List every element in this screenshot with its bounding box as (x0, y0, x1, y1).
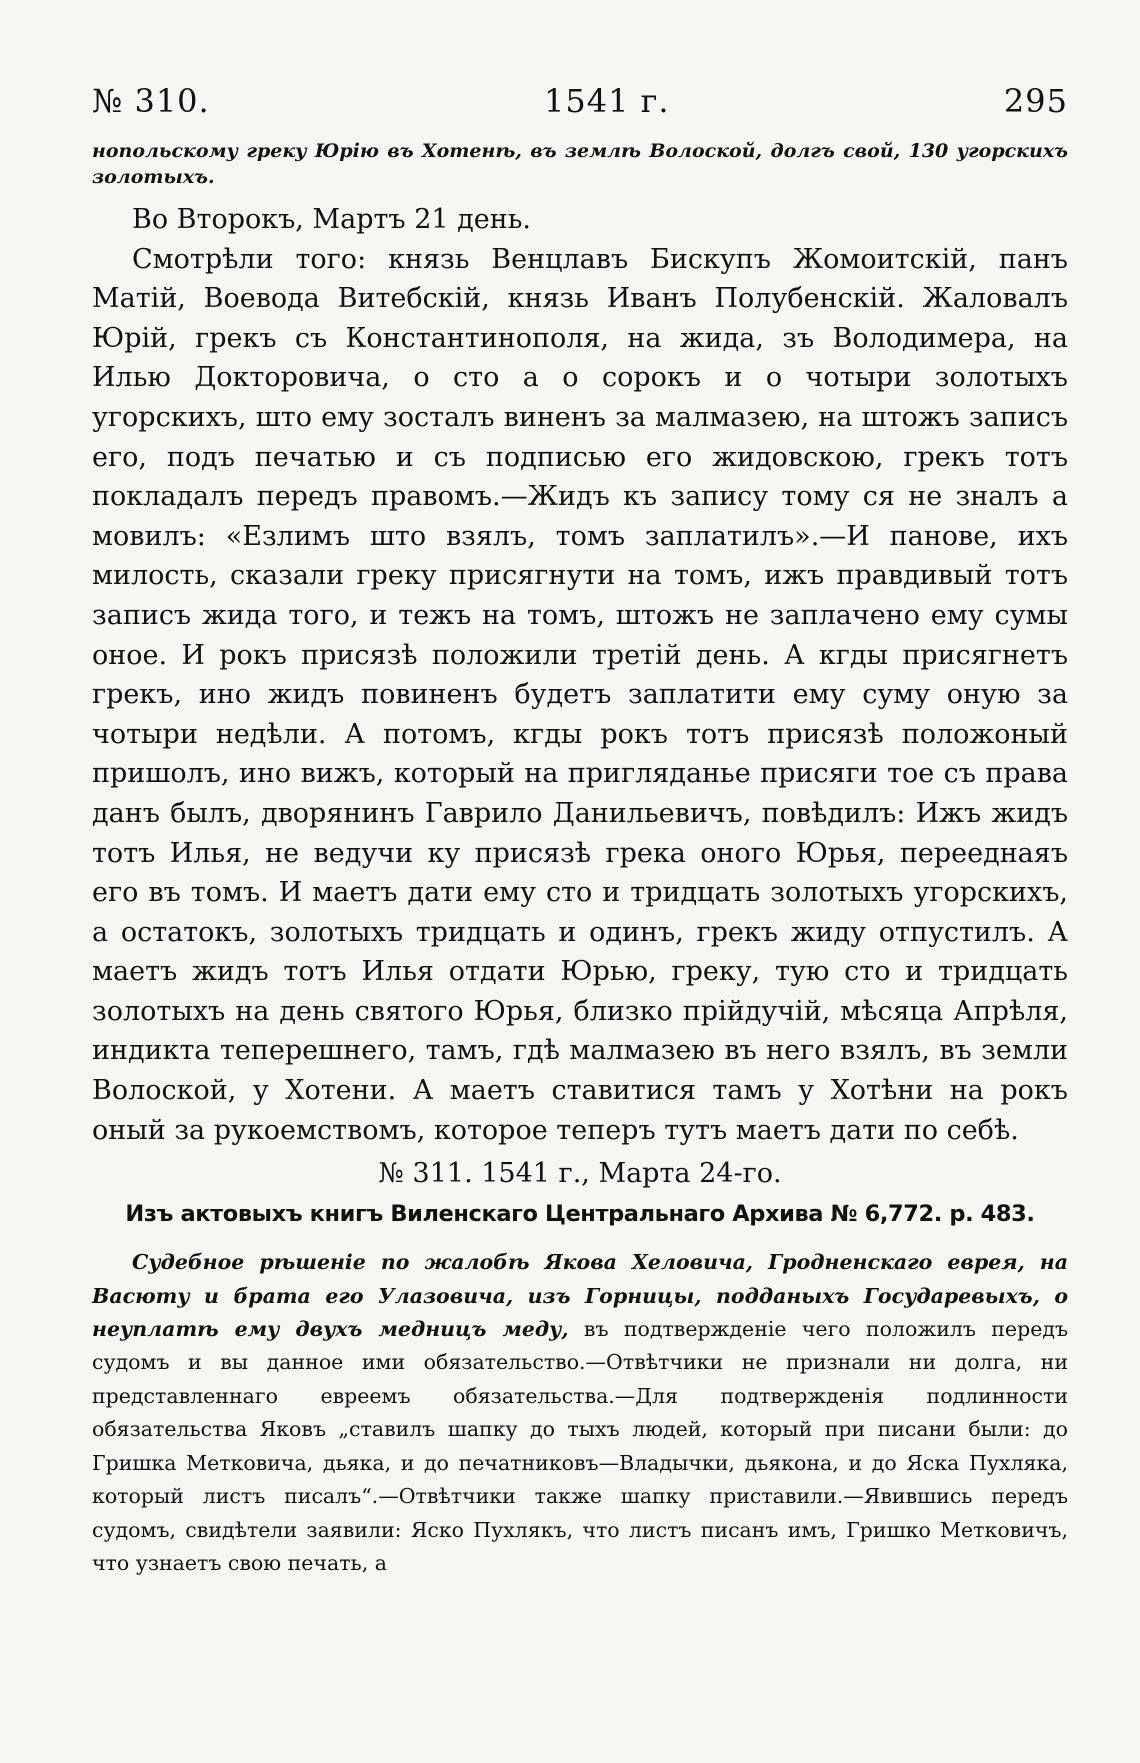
main-text (92, 200, 1068, 1150)
summary-regular: въ подтвержденіе чего положилъ передъ судомъ и вы данное ими обязательство.—Отвѣтчики не признали ни долга, ни представленнаго евреемъ обязательства.—Для подтвержденія подлинности обязательства Яковъ „ставилъ шапку до тыхъ людей, который при писани были: до Гришка Метковича, дьяка, и до печатниковъ—Владычки, дьякона, и до Яска Пухляка, который листъ писалъ“.—Отвѣтчики также шапку приставили.—Явившись передъ судомъ, свидѣтели заявили: Яско Пухлякъ, что листъ писанъ имъ, Гришко Метковичъ, что узнаетъ свою печать, а (92, 1317, 1068, 1575)
summary-italic: Судебное рѣшеніе по жалобѣ Якова Хеловича, Гродненскаго еврея, на Васюту и брата его Улазовича, изъ Горницы, подданыхъ Государевыхъ, о неуплатѣ ему двухъ медницъ меду, (92, 1250, 1068, 1342)
page-number: 295 (1003, 82, 1068, 120)
intro-italic-line: нопольскому греку Юрію въ Хотенѣ, въ землѣ Волоской, долгъ свой, 130 угорскихъ золотыхъ. (92, 140, 1068, 188)
document-number: № 310. (92, 82, 210, 120)
date-line: Во Второкъ, Мартъ 21 день. (132, 204, 532, 235)
doc-311-heading: № 311. 1541 г., Марта 24-го. (378, 1158, 782, 1190)
doc-311-summary (92, 1246, 1068, 1580)
document-year: 1541 г. (544, 82, 670, 120)
doc-311-source: Изъ актовыхъ книгъ Виленскаго Центральнаго Архива № 6,772. р. 483. (125, 1201, 1035, 1228)
running-header (92, 82, 1068, 120)
body-paragraph: Смотрѣли того: князь Венцлавъ Бискупъ Жомоитскій, панъ Матій, Воевода Витебскій, князь Иванъ Полубенскій. Жаловалъ Юрій, грекъ съ Константинополя, на жида, зъ Володимера, на Илью Докторовича, о сто а о сорокъ и о чотыри золотыхъ угорскихъ, што ему зосталъ виненъ за малмазею, на штожъ записъ его, подъ печатью и съ подписью его жидовскою, грекъ тотъ покладалъ передъ правомъ.—Жидъ къ запису тому ся не зналъ а мовилъ: «Езлимъ што взялъ, томъ заплатилъ».—И панове, ихъ милость, сказали греку присягнути на томъ, ижъ правдивый тотъ записъ жида того, и тежъ на томъ, штожъ не заплачено ему сумы оное. И рокъ присязѣ положили третій день. А кгды присягнетъ грекъ, ино жидъ повиненъ будетъ заплатити ему суму оную за чотыри недѣли. А потомъ, кгды рокъ тотъ присязѣ положоный пришолъ, ино вижъ, который на пригляданье присяги тое съ права данъ былъ, дворянинъ Гаврило Данильевичъ, повѣдилъ: Ижъ жидъ тотъ Илья, не ведучи ку присязѣ грека оного Юрья, перееднаяъ его въ томъ. И маетъ дати ему сто и тридцать золотыхъ угорскихъ, а остатокъ, золотыхъ тридцать и одинъ, грекъ жиду отпустилъ. А маетъ жидъ тотъ Илья отдати Юрью, греку, тую сто и тридцать золотыхъ на день святого Юрья, близко прійдучій, мѣсяца Апрѣля, индикта теперешнего, тамъ, гдѣ малмазею въ него взялъ, въ земли Волоской, у Хотени. А маетъ ставитися тамъ у Хотѣни на рокъ оный за рукоемствомъ, которое теперъ тутъ маетъ дати по себѣ. (92, 243, 1068, 1146)
